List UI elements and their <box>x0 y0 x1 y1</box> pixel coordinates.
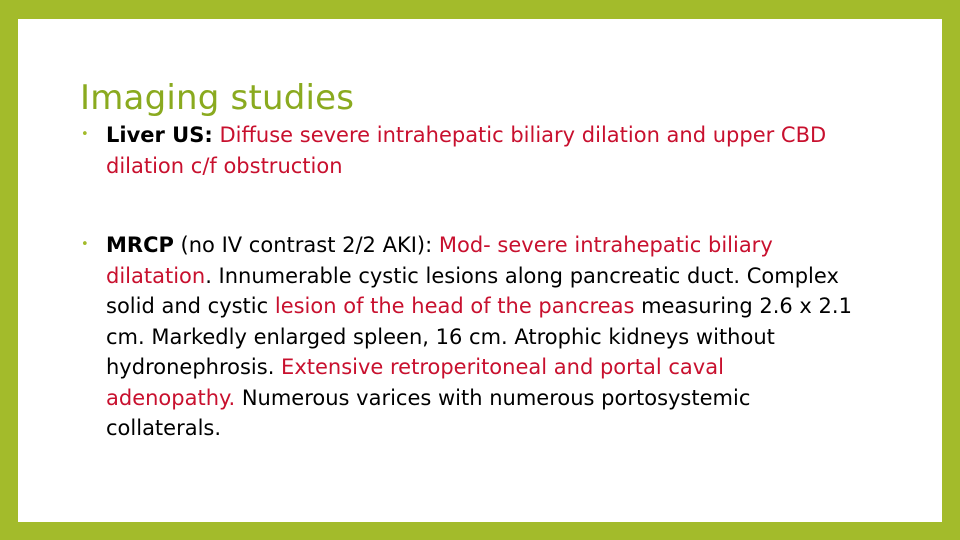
bullet-text: (no IV contrast 2/2 AKI): <box>173 233 439 257</box>
bullet-mrcp <box>78 230 858 444</box>
bullet-liver-us <box>78 120 858 181</box>
bullet-list <box>78 120 858 444</box>
bullet-highlight-text: Diffuse severe intrahepatic biliary dilation and upper CBD dilation c/f obstruction <box>106 123 827 178</box>
bullet-text: measuring 2.6 x 2.1 cm. Markedly enlarged spleen, 16 cm. Atrophic kidneys without hydronephrosis. <box>106 294 852 379</box>
bullet-text: . Innumerable cystic lesions along pancreatic duct. Complex solid and cystic <box>106 263 839 318</box>
bullet-text: Numerous varices with numerous portosystemic collaterals. <box>106 385 751 440</box>
bullet-icon: • <box>81 237 89 252</box>
slide-title: Imaging studies <box>80 78 355 118</box>
bullet-icon: • <box>81 127 89 142</box>
bullet-highlight-text: Extensive retroperitoneal and portal caval adenopathy. <box>106 355 724 410</box>
bullet-highlight-text: lesion of the head of the pancreas <box>274 294 635 318</box>
bullet-heading: MRCP <box>106 233 174 257</box>
bullet-heading: Liver US: <box>106 123 213 147</box>
bullet-highlight-text: Mod- severe intrahepatic biliary dilatation <box>106 233 773 288</box>
